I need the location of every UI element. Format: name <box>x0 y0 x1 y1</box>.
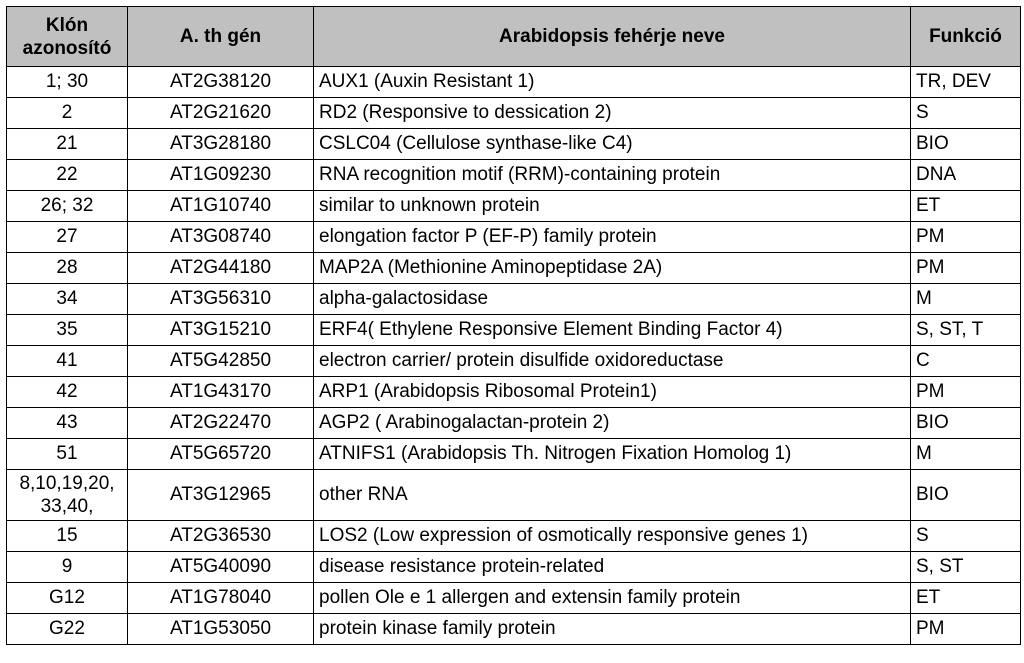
cell-klon: 51 <box>7 439 128 470</box>
header-klon <box>7 7 128 67</box>
cell-protein-name: protein kinase family protein <box>314 614 911 645</box>
cell-gene: AT3G12965 <box>128 470 314 521</box>
cell-protein-name: RD2 (Responsive to dessication 2) <box>314 98 911 129</box>
cell-klon: 15 <box>7 521 128 552</box>
cell-klon: G12 <box>7 583 128 614</box>
cell-protein-name: alpha-galactosidase <box>314 284 911 315</box>
header-gene: A. th gén <box>128 7 314 67</box>
table-row <box>7 614 1021 645</box>
cell-klon: 22 <box>7 160 128 191</box>
table-row <box>7 129 1021 160</box>
cell-protein-name: disease resistance protein-related <box>314 552 911 583</box>
cell-klon: 27 <box>7 222 128 253</box>
cell-gene: AT2G38120 <box>128 67 314 98</box>
cell-function: PM <box>911 222 1021 253</box>
cell-function: PM <box>911 614 1021 645</box>
table-row <box>7 439 1021 470</box>
cell-klon: 8,10,19,20, 33,40, <box>7 470 128 521</box>
table-row <box>7 98 1021 129</box>
cell-klon: 21 <box>7 129 128 160</box>
cell-gene: AT2G22470 <box>128 408 314 439</box>
cell-function: PM <box>911 377 1021 408</box>
cell-gene: AT1G09230 <box>128 160 314 191</box>
cell-gene: AT3G15210 <box>128 315 314 346</box>
cell-gene: AT3G08740 <box>128 222 314 253</box>
table-row <box>7 521 1021 552</box>
header-protein-name: Arabidopsis fehérje neve <box>314 7 911 67</box>
table-header <box>7 7 1021 67</box>
cell-function: M <box>911 284 1021 315</box>
cell-gene: AT3G56310 <box>128 284 314 315</box>
cell-klon: 26; 32 <box>7 191 128 222</box>
cell-protein-name: ATNIFS1 (Arabidopsis Th. Nitrogen Fixation Homolog 1) <box>314 439 911 470</box>
cell-klon: 41 <box>7 346 128 377</box>
cell-klon: 35 <box>7 315 128 346</box>
cell-gene: AT1G43170 <box>128 377 314 408</box>
cell-function: TR, DEV <box>911 67 1021 98</box>
cell-function: S <box>911 98 1021 129</box>
table-row <box>7 160 1021 191</box>
cell-protein-name: RNA recognition motif (RRM)-containing protein <box>314 160 911 191</box>
header-function: Funkció <box>911 7 1021 67</box>
table-row <box>7 67 1021 98</box>
cell-gene: AT1G10740 <box>128 191 314 222</box>
cell-function: C <box>911 346 1021 377</box>
cell-klon: 1; 30 <box>7 67 128 98</box>
table-row <box>7 377 1021 408</box>
table-row <box>7 470 1021 521</box>
cell-gene: AT2G21620 <box>128 98 314 129</box>
cell-function: M <box>911 439 1021 470</box>
table-row <box>7 222 1021 253</box>
cell-function: BIO <box>911 408 1021 439</box>
gene-table-container <box>6 6 1020 645</box>
cell-function: S <box>911 521 1021 552</box>
cell-protein-name: MAP2A (Methionine Aminopeptidase 2A) <box>314 253 911 284</box>
cell-gene: AT1G78040 <box>128 583 314 614</box>
cell-klon: 28 <box>7 253 128 284</box>
header-row <box>7 7 1021 67</box>
cell-protein-name: AGP2 ( Arabinogalactan-protein 2) <box>314 408 911 439</box>
cell-protein-name: CSLC04 (Cellulose synthase-like C4) <box>314 129 911 160</box>
cell-gene: AT3G28180 <box>128 129 314 160</box>
cell-function: S, ST, T <box>911 315 1021 346</box>
table-row <box>7 552 1021 583</box>
table-row <box>7 191 1021 222</box>
cell-protein-name: AUX1 (Auxin Resistant 1) <box>314 67 911 98</box>
cell-protein-name: ARP1 (Arabidopsis Ribosomal Protein1) <box>314 377 911 408</box>
header-klon-line2: azonosító <box>22 37 112 59</box>
cell-protein-name: similar to unknown protein <box>314 191 911 222</box>
table-body <box>7 67 1021 645</box>
table-row <box>7 315 1021 346</box>
table-row <box>7 583 1021 614</box>
cell-klon: 34 <box>7 284 128 315</box>
table-row <box>7 253 1021 284</box>
gene-table <box>6 6 1021 645</box>
cell-protein-name: pollen Ole e 1 allergen and extensin family protein <box>314 583 911 614</box>
cell-function: ET <box>911 583 1021 614</box>
cell-klon: 43 <box>7 408 128 439</box>
cell-gene: AT5G42850 <box>128 346 314 377</box>
header-klon-line1: Klón <box>45 14 89 36</box>
cell-protein-name: LOS2 (Low expression of osmotically responsive genes 1) <box>314 521 911 552</box>
cell-function: BIO <box>911 470 1021 521</box>
table-row <box>7 284 1021 315</box>
cell-gene: AT2G36530 <box>128 521 314 552</box>
cell-gene: AT5G40090 <box>128 552 314 583</box>
table-row <box>7 346 1021 377</box>
cell-gene: AT5G65720 <box>128 439 314 470</box>
cell-klon: 42 <box>7 377 128 408</box>
cell-klon: 2 <box>7 98 128 129</box>
cell-function: S, ST <box>911 552 1021 583</box>
cell-protein-name: other RNA <box>314 470 911 521</box>
cell-protein-name: ERF4( Ethylene Responsive Element Binding Factor 4) <box>314 315 911 346</box>
cell-protein-name: electron carrier/ protein disulfide oxidoreductase <box>314 346 911 377</box>
cell-gene: AT1G53050 <box>128 614 314 645</box>
cell-klon: 9 <box>7 552 128 583</box>
cell-gene: AT2G44180 <box>128 253 314 284</box>
cell-function: ET <box>911 191 1021 222</box>
cell-function: BIO <box>911 129 1021 160</box>
cell-protein-name: elongation factor P (EF-P) family protein <box>314 222 911 253</box>
cell-klon: G22 <box>7 614 128 645</box>
cell-function: DNA <box>911 160 1021 191</box>
cell-function: PM <box>911 253 1021 284</box>
table-row <box>7 408 1021 439</box>
